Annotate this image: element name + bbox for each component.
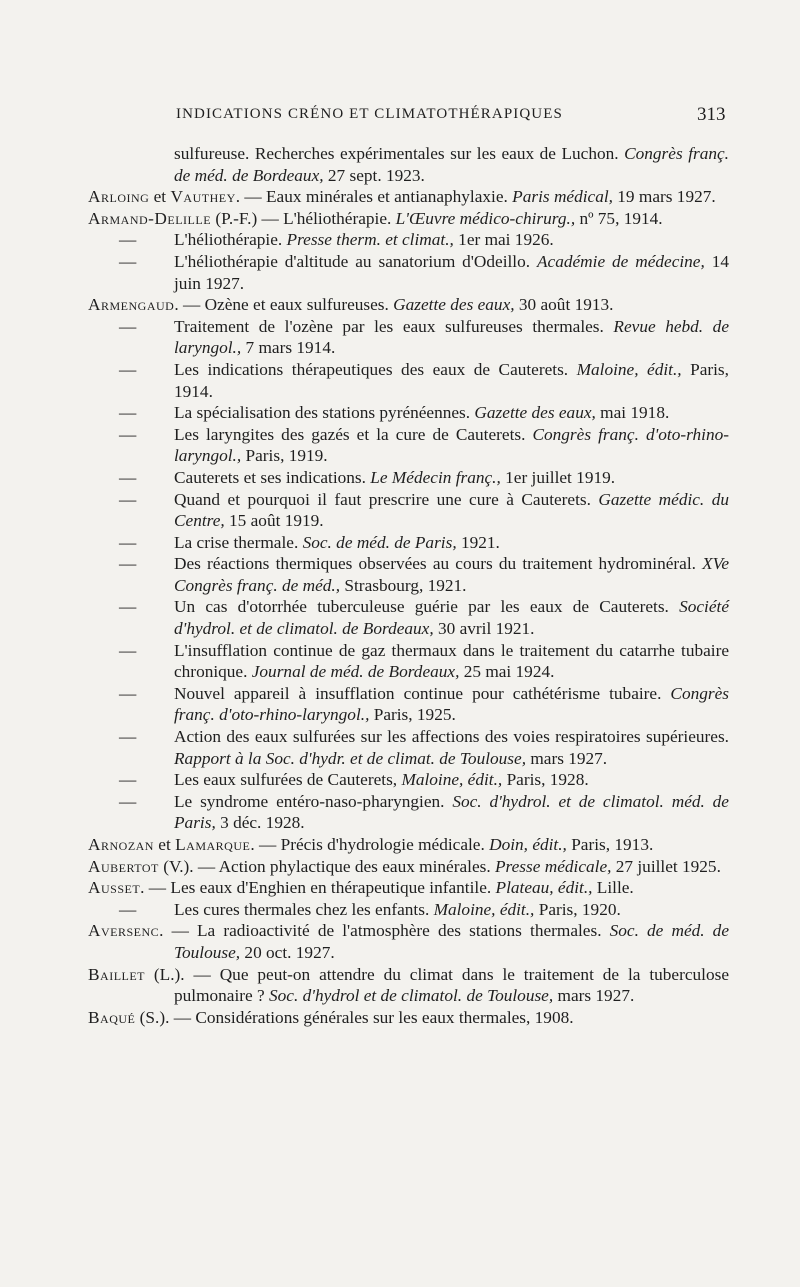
author-entry [88,186,729,208]
entry-dash: — [119,230,137,250]
sub-entry [119,316,729,359]
entry-dash: — [119,597,137,617]
entry-title: Nouvel appareil à insufflation continue pour cathétérisme tubaire. [174,683,671,703]
sub-entry [119,424,730,467]
entry-source: Paris médical, [512,187,613,207]
entry-dash: — [119,791,137,811]
entry-title: Des réactions thermiques observées au cours du traitement hydrominéral. [174,554,703,574]
author-name: Vauthey [170,187,236,207]
entry-title: Traitement de l'ozène par les eaux sulfureuses thermales. [174,316,614,336]
entry-title: Les cures thermales chez les enfants. [174,899,434,919]
author-entry [88,1007,729,1029]
entry-date: 15 août 1919. [224,511,324,531]
entry-title: Que peut-on attendre du climat dans le traitement de la tuberculose pulmonaire ? [174,964,729,1006]
entry-date: 1921. [456,532,500,552]
entry-source: Maloine, édit., [433,899,535,919]
entry-source: Rapport à la Soc. d'hydr. et de climat. de Toulouse, [174,748,527,768]
entry-title: L'héliothérapie d'altitude au sanatorium d'Odeillo. [174,251,537,271]
entry-separator: . — [250,835,281,854]
entry-separator: . — [189,856,219,876]
entry-date: Paris, 1920. [534,899,621,919]
author-entry [88,208,729,230]
author-name: Ausset [88,878,141,898]
entry-source: Congrès franç. d'oto-rhino-laryngol., [174,424,730,466]
entry-source: Soc. de méd. de Paris, [302,532,457,552]
entry-dash: — [119,770,137,790]
entry-dash: — [119,554,137,574]
entry-title: Les indications thérapeutiques des eaux de Cauterets. [174,359,577,379]
author-name: Aversenc [88,921,160,941]
author-name: Arnozan [88,835,154,854]
entry-date: nº 75, 1914. [575,208,663,228]
entry-date: 25 mai 1924. [459,662,555,682]
entry-source: Congrès franç. d'oto-rhino-laryngol., [174,683,729,725]
running-title: INDICATIONS CRÉNO ET CLIMATOTHÉRAPIQUES [176,106,563,122]
entry-source: Gazette des eaux, [474,403,596,423]
entry-date: mars 1927. [526,748,608,768]
entry-source: Doin, édit., [489,835,567,854]
author-initials: (P.-F.) [211,208,258,228]
entry-dash: — [119,403,137,423]
sub-entry [119,640,729,683]
entry-dash: — [119,467,137,487]
entry-source: Journal de méd. de Bordeaux, [251,662,460,682]
entry-separator: . — [180,964,220,984]
entry-title: Les eaux sulfurées de Cauterets, [174,770,402,790]
sub-entry [119,489,729,532]
entry-separator: . — [140,878,171,898]
entry-separator: . — [165,1007,196,1027]
entry-dash: — [119,424,137,444]
entry-date: 19 mars 1927. [612,187,716,207]
entry-date: 20 oct. 1927. [240,942,335,962]
author-name: Lamarque [175,835,251,854]
author-name: Baillet [88,964,146,984]
continuation-entry [174,143,729,186]
entry-separator: . — [174,295,205,315]
entry-source: Gazette médic. du Centre, [174,489,729,531]
entry-date: 27 sept. 1923. [323,165,425,185]
entry-source: Presse therm. et climat., [286,230,454,250]
entry-source: Soc. d'hydrol et de climatol. de Toulouse, [269,986,554,1006]
author-conjunction: et [153,835,176,854]
entry-title: Le syndrome entéro-naso-pharyngien. [174,791,453,811]
entry-separator: . — [159,921,197,941]
entry-source: Soc. d'hydrol. et de climatol. méd. de Paris, [174,791,729,833]
entry-dash: — [119,899,137,919]
author-name: Baqué [88,1007,136,1027]
entry-dash: — [119,489,137,509]
author-initials: (V.) [158,856,190,876]
entry-title: Considérations générales sur les eaux thermales, [195,1007,535,1027]
sub-entry [119,532,729,554]
entry-date: 1908. [534,1007,574,1027]
entry-date: Paris, 1928. [502,770,589,790]
entry-source: Maloine, édit., [576,359,682,379]
entry-dash: — [119,683,137,703]
entry-source: Revue hebd. de laryngol., [174,316,729,358]
entry-title: Eaux minérales et antianaphylaxie. [266,187,513,207]
entry-source: Presse médicale, [495,856,612,876]
entry-date: 27 juillet 1925. [611,856,721,876]
entry-source: Académie de médecine, [536,251,705,271]
entry-title: Les laryngites des gazés et la cure de Cauterets. [174,424,533,444]
sub-entry [119,229,729,251]
entry-title: Quand et pourquoi il faut prescrire une cure à Cauterets. [174,489,599,509]
entry-date: 30 août 1913. [514,295,614,315]
sub-entry [119,359,729,402]
entry-title: La crise thermale. [174,532,303,552]
entry-dash: — [119,727,137,747]
entry-title: Un cas d'otorrhée tuberculeuse guérie par les eaux de Cauterets. [174,597,680,617]
sub-entry [119,467,729,489]
entry-dash: — [119,532,137,552]
author-entry [88,294,729,316]
entry-title: Précis d'hydrologie médicale. [280,835,490,854]
entry-date: 14 juin 1927. [174,251,729,293]
entry-date: Strasbourg, 1921. [340,575,467,595]
author-name: Armand-Delille [88,208,212,228]
author-conjunction: et [149,187,171,207]
author-entry [88,920,729,963]
entry-source: Plateau, édit., [495,878,593,898]
entry-date: 1er mai 1926. [453,230,554,250]
entry-title: La radioactivité de l'atmosphère des stations thermales. [197,921,610,941]
sub-entry [119,683,729,726]
sub-entry [119,726,729,769]
entry-source: L'Œuvre médico-chirurg., [395,208,576,228]
sub-entry [119,791,729,834]
entry-date: Lille. [592,878,634,898]
entry-date: Paris, 1913. [566,835,654,854]
entry-separator: . — [235,187,266,207]
entry-source: Le Médecin franç., [370,467,501,487]
sub-entry [119,769,729,791]
sub-entry [119,899,729,921]
entry-separator: — [257,208,284,228]
sub-entry [119,251,729,294]
author-entry [88,877,729,899]
entry-dash: — [119,316,137,336]
entry-source: Soc. de méd. de Toulouse, [174,921,729,962]
sub-entry [119,596,729,639]
entry-date: 30 avril 1921. [433,619,535,639]
entry-source: Société d'hydrol. et de climatol. de Bordeaux, [174,597,729,639]
author-entry [88,856,729,878]
entry-date: Paris, 1919. [241,446,328,466]
entry-title: Action phylactique des eaux minérales. [218,856,495,876]
author-initials: (S.) [135,1007,166,1027]
author-entry [88,964,729,1007]
entry-date: Paris, 1925. [369,705,456,725]
bibliography-list [0,143,800,1028]
entry-title: sulfureuse. Recherches expérimentales sur les eaux de Luchon. [174,144,625,163]
entry-source: Gazette des eaux, [393,295,515,315]
entry-dash: — [119,251,137,271]
entry-title: L'héliothérapie. [174,230,287,250]
entry-title: Action des eaux sulfurées sur les affections des voies respiratoires supérieures. [174,727,729,747]
entry-title: Les eaux d'Enghien en thérapeutique infantile. [170,878,496,898]
entry-date: mai 1918. [595,403,670,423]
page-number: 313 [697,104,726,125]
sub-entry [119,553,729,596]
entry-date: Paris, 1914. [174,359,729,401]
entry-date: 1er juillet 1919. [500,467,616,487]
entry-date: 7 mars 1914. [241,338,336,358]
author-name: Aubertot [88,856,159,876]
entry-dash: — [119,640,137,660]
entry-title: La spécialisation des stations pyrénéennes. [174,403,475,423]
entry-title: L'héliothérapie. [283,208,396,228]
entry-dash: — [119,359,137,379]
sub-entry [119,402,729,424]
entry-source: XVe Congrès franç. de méd., [174,554,729,595]
author-initials: (L.) [145,964,181,984]
entry-source: Maloine, édit., [401,770,503,790]
page-header [0,106,800,130]
author-name: Arloing [88,187,150,207]
entry-title: Ozène et eaux sulfureuses. [204,295,394,315]
entry-source: Congrès franç. de méd. de Bordeaux, [174,144,729,185]
entry-date: 3 déc. 1928. [215,813,305,833]
author-name: Armengaud [88,295,175,315]
entry-title: Cauterets et ses indications. [174,467,371,487]
entry-date: mars 1927. [553,986,635,1006]
author-entry [88,834,729,856]
entry-title: L'insufflation continue de gaz thermaux dans le traitement du catarrhe tubaire chronique. [174,640,729,682]
